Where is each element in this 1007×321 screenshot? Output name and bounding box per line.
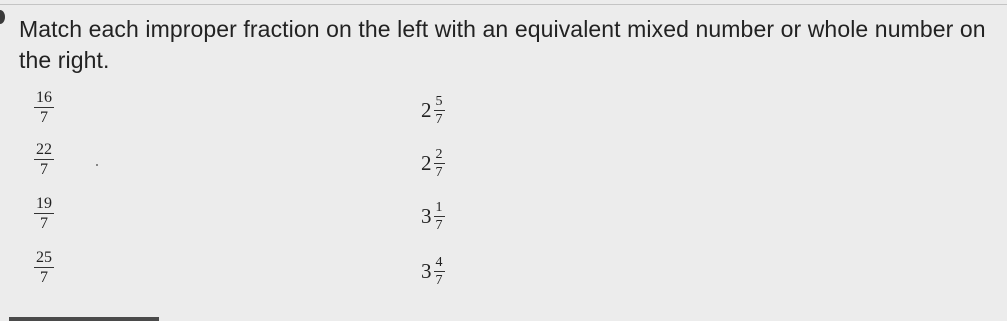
right-item-numerator: 2 [435, 147, 443, 162]
right-item-3[interactable] [421, 201, 445, 232]
right-item-1[interactable] [421, 95, 445, 126]
question-prompt: Match each improper fraction on the left with an equivalent mixed number or whole number on the right. [19, 16, 986, 73]
left-item-numerator: 22 [36, 141, 52, 158]
right-item-denominator: 7 [435, 165, 443, 180]
top-divider [0, 4, 1007, 5]
left-item-1[interactable] [34, 90, 54, 125]
right-item-fraction [434, 148, 445, 179]
left-item-denominator: 7 [40, 109, 48, 126]
right-item-fraction [434, 95, 445, 126]
left-item-denominator: 7 [40, 269, 48, 286]
right-item-denominator: 7 [435, 218, 443, 233]
right-item-numerator: 5 [435, 94, 443, 109]
right-item-whole: 2 [421, 151, 432, 175]
right-item-whole: 3 [421, 204, 432, 228]
right-item-4[interactable] [421, 256, 445, 287]
right-item-denominator: 7 [435, 273, 443, 288]
right-item-2[interactable] [421, 148, 445, 179]
left-item-denominator: 7 [40, 215, 48, 232]
dust-speck [96, 164, 98, 166]
right-item-whole: 2 [421, 98, 432, 122]
left-item-numerator: 25 [36, 249, 52, 266]
answer-area-edge [9, 317, 159, 321]
left-item-denominator: 7 [40, 161, 48, 178]
left-item-numerator: 16 [36, 89, 52, 106]
left-item-2[interactable] [34, 142, 54, 177]
right-item-denominator: 7 [435, 112, 443, 127]
right-item-whole: 3 [421, 259, 432, 283]
left-item-numerator: 19 [36, 195, 52, 212]
edge-marker [0, 10, 5, 24]
right-item-numerator: 1 [435, 200, 443, 215]
right-item-fraction [434, 256, 445, 287]
right-item-fraction [434, 201, 445, 232]
left-item-4[interactable] [34, 250, 54, 285]
right-item-numerator: 4 [435, 255, 443, 270]
left-item-3[interactable] [34, 196, 54, 231]
